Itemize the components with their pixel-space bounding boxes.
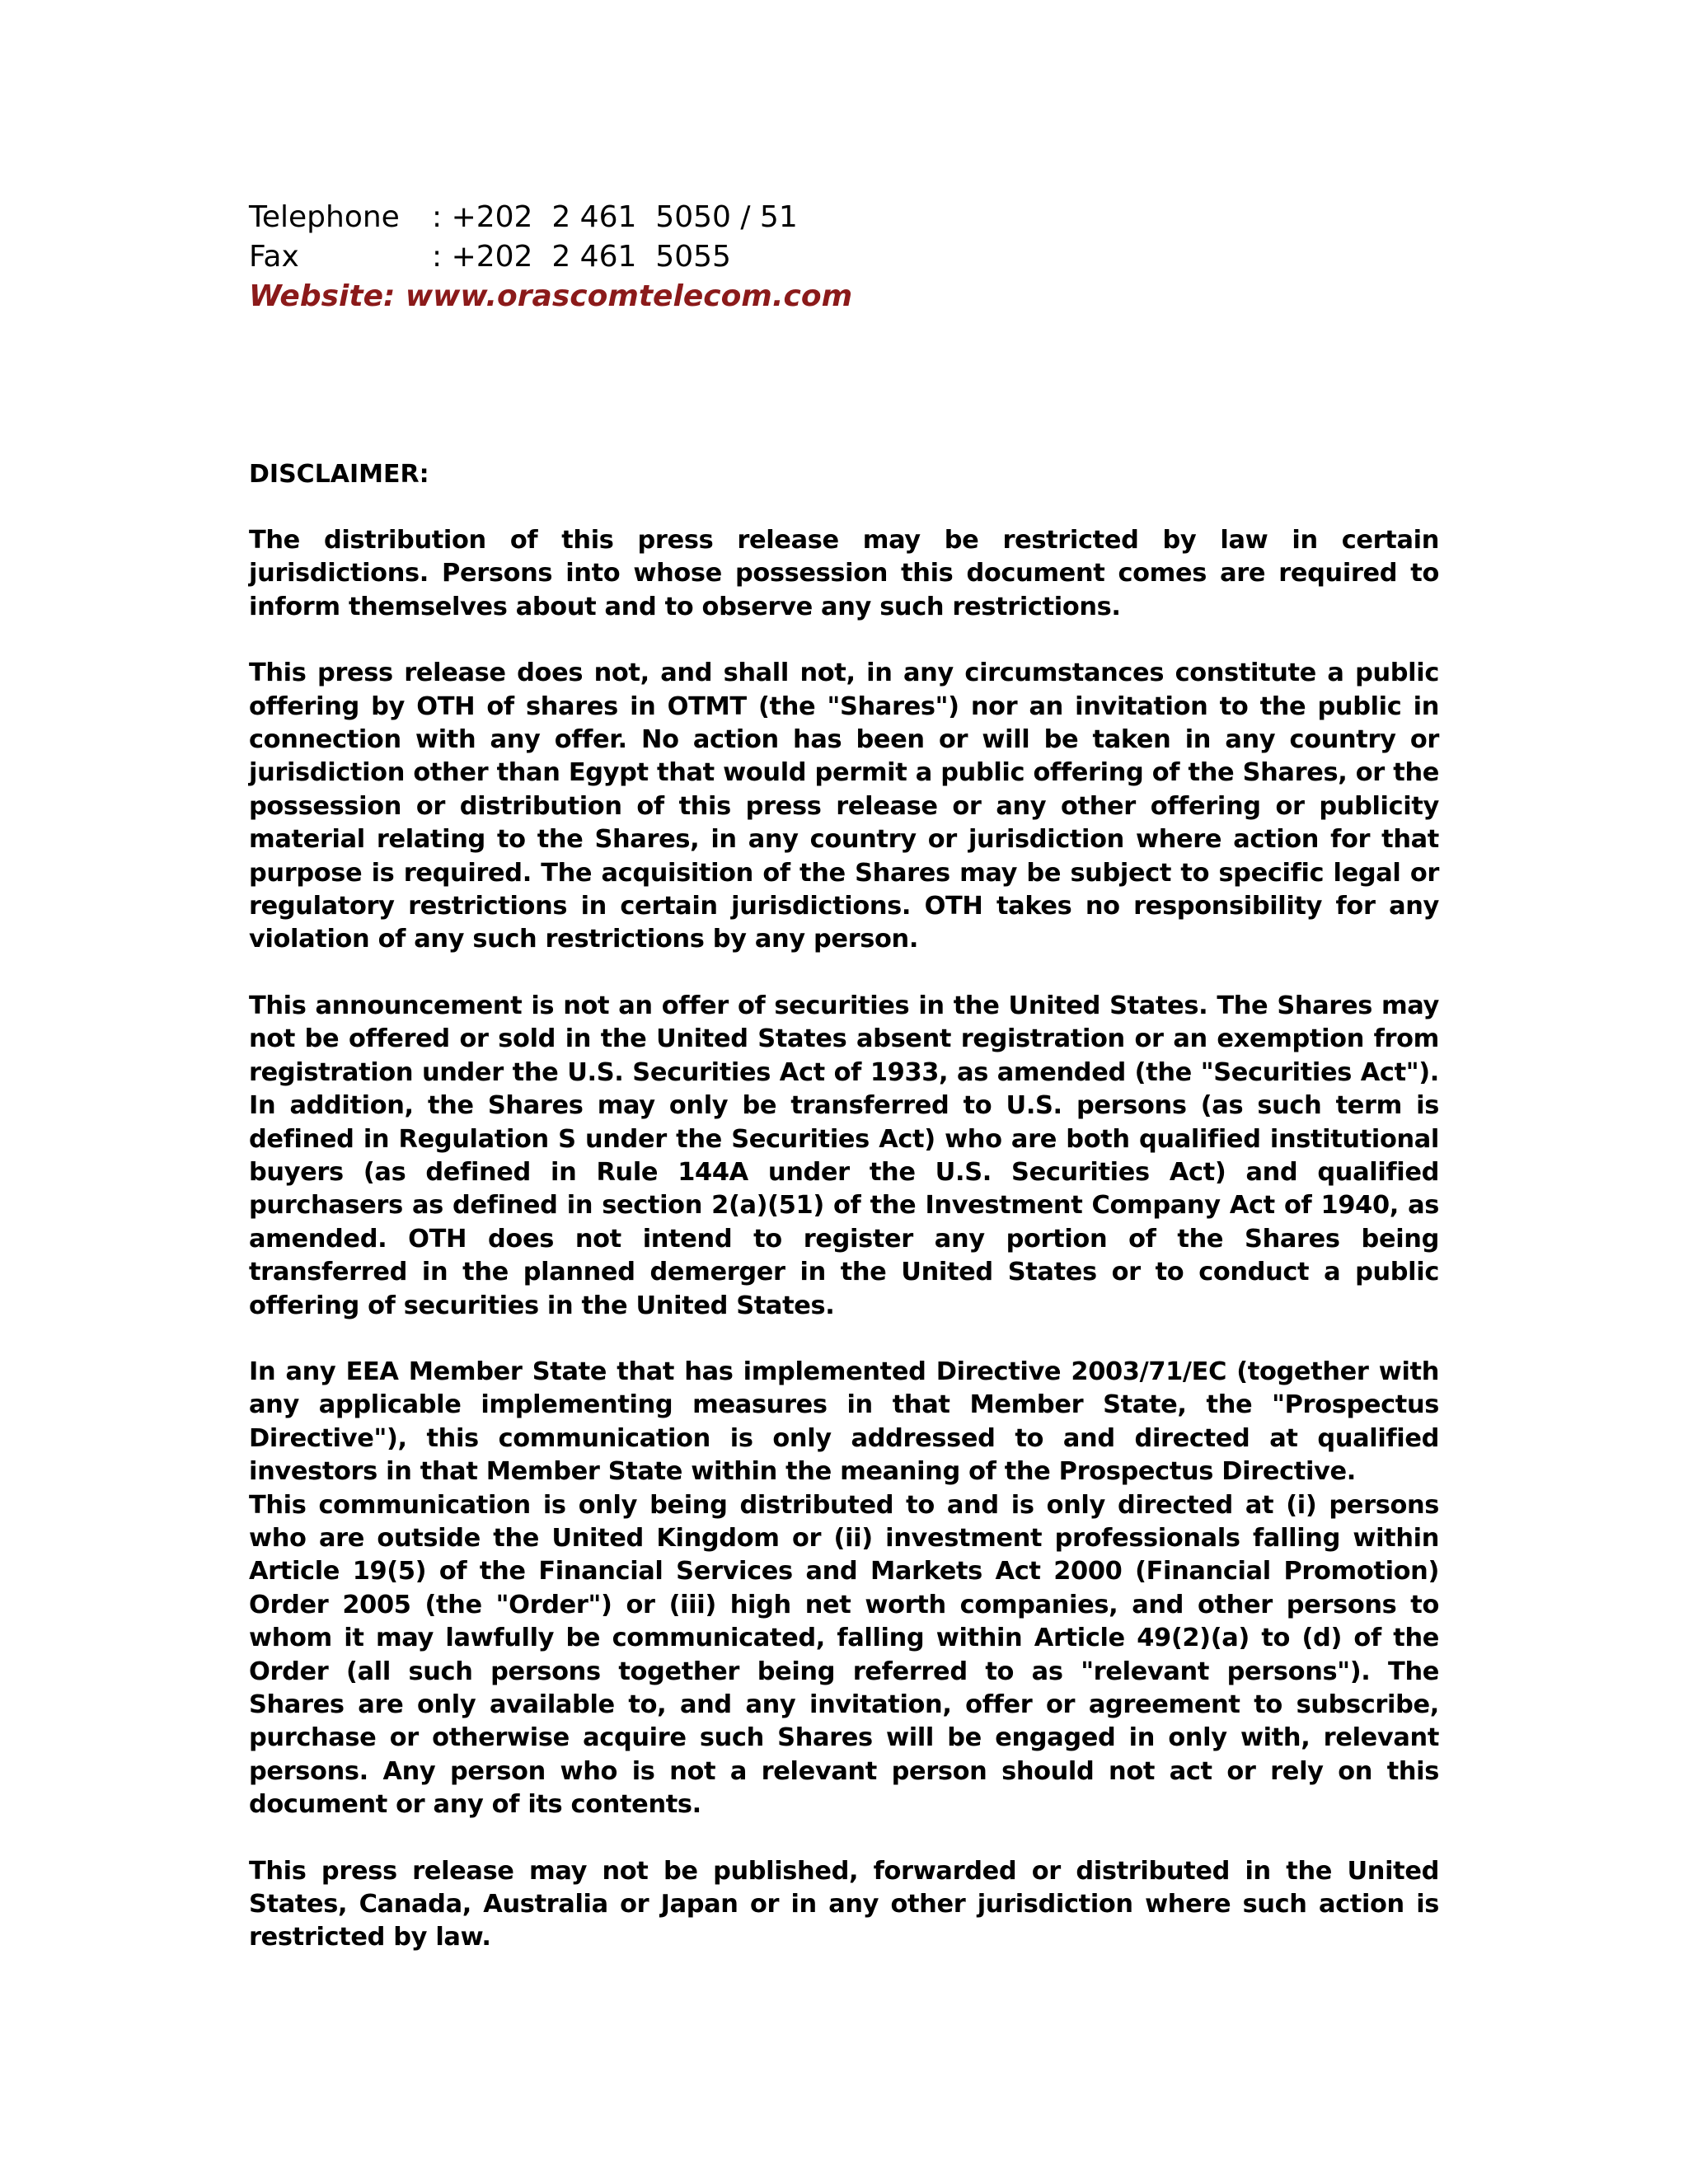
document-page (249, 198, 1439, 1988)
disclaimer-section (249, 458, 1439, 1955)
disclaimer-heading: DISCLAIMER: (249, 460, 429, 489)
fax-row (249, 237, 1439, 277)
fax-value: : +202 2 461 5055 (432, 240, 731, 274)
disclaimer-paragraph-uk-relevant-persons: This communication is only being distributed to and is only directed at (i) persons who are outside the United Kingdom or (ii) investment professionals falling within Article 19(5) of the Financial Services and Markets Act 2000 (Financial Promotion) Order 2005 (the "Order") or (iii) high net worth companies, and other persons to whom it may lawfully be communicated, falling within Article 49(2)(a) to (d) of the Order (all such persons together being referred to as "relevant persons"). The Shares are only available to, and any invitation, offer or agreement to subscribe, purchase or otherwise acquire such Shares will be engaged in only with, relevant persons. Any person who is not a relevant person should not act or rely on this document or any of its contents. (249, 1490, 1439, 1820)
disclaimer-paragraph-united-states: This announcement is not an offer of securities in the United States. The Shares may not be offered or sold in the United States absent registration or an exemption from registration under the U.S. Securities Act of 1933, as amended (the "Securities Act"). In addition, the Shares may only be transferred to U.S. persons (as such term is defined in Regulation S under the Securities Act) who are both qualified institutional buyers (as defined in Rule 144A under the U.S. Securities Act) and qualified purchasers as defined in section 2(a)(51) of the Investment Company Act of 1940, as amended. OTH does not intend to register any portion of the Shares being transferred in the planned demerger in the United States or to conduct a public offering of securities in the United States. (249, 991, 1439, 1320)
website-link[interactable]: Website: www.orascomtelecom.com (249, 279, 853, 313)
telephone-label: Telephone (249, 200, 400, 234)
telephone-value: : +202 2 461 5050 / 51 (432, 200, 798, 234)
disclaimer-paragraph-publication-restriction: This press release may not be published, forwarded or distributed in the United States, Canada, Australia or Japan or in any other jurisdiction where such action is restricted by law. (249, 1856, 1439, 1952)
telephone-row (249, 198, 1439, 237)
fax-label: Fax (249, 240, 299, 274)
disclaimer-paragraph-distribution: The distribution of this press release may be restricted by law in certain jurisdictions. Persons into whose possession this document comes are required to inform themselves about and to observe any such restrictions. (249, 526, 1439, 621)
contact-block (249, 198, 1439, 316)
disclaimer-paragraph-eea: In any EEA Member State that has implemented Directive 2003/71/EC (together with any applicable implementing measures in that Member State, the "Prospectus Directive"), this communication is only addressed to and directed at qualified investors in that Member State within the meaning of the Prospectus Directive. (249, 1357, 1439, 1487)
disclaimer-paragraph-no-offering: This press release does not, and shall not, in any circumstances constitute a public offering by OTH of shares in OTMT (the "Shares") nor an invitation to the public in connection with any offer. No action has been or will be taken in any country or jurisdiction other than Egypt that would permit a public offering of the Shares, or the possession or distribution of this press release or any other offering or publicity material relating to the Shares, in any country or jurisdiction where action for that purpose is required. The acquisition of the Shares may be subject to specific legal or regulatory restrictions in certain jurisdictions. OTH takes no responsibility for any violation of any such restrictions by any person. (249, 658, 1439, 954)
